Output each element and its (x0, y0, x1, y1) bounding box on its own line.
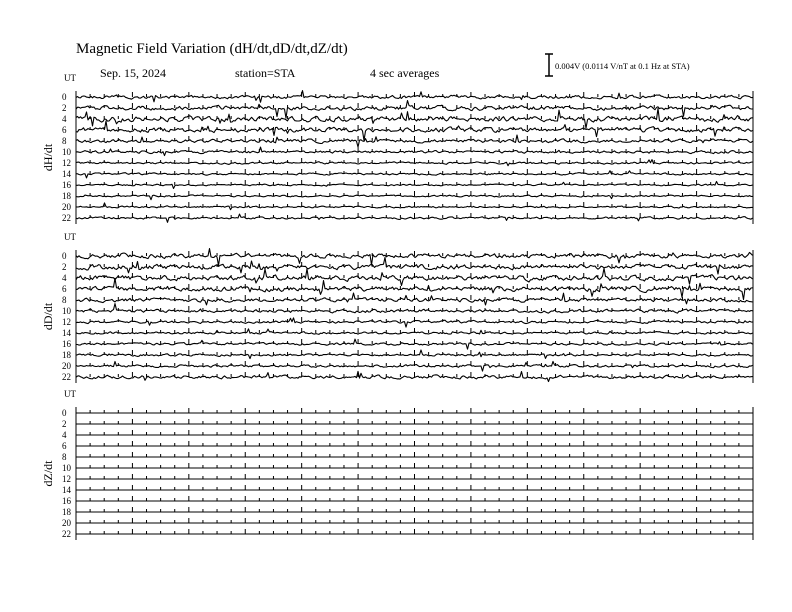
hour-tick-label: 4 (62, 114, 67, 124)
hour-tick-label: 12 (62, 474, 71, 484)
station-label: station=STA (235, 66, 296, 80)
ut-axis-label: UT (64, 389, 76, 399)
hour-tick-label: 22 (62, 213, 71, 223)
hour-tick-label: 22 (62, 372, 71, 382)
hour-tick-label: 22 (62, 529, 71, 539)
hour-tick-label: 10 (62, 463, 71, 473)
hour-tick-label: 8 (62, 295, 67, 305)
hour-tick-label: 18 (62, 507, 71, 517)
hour-tick-label: 16 (62, 496, 71, 506)
hour-tick-label: 12 (62, 317, 71, 327)
hour-tick-label: 0 (62, 251, 67, 261)
hour-tick-label: 14 (62, 169, 71, 179)
hour-tick-label: 10 (62, 306, 71, 316)
hour-tick-label: 2 (62, 419, 67, 429)
hour-tick-label: 8 (62, 452, 67, 462)
hour-tick-label: 2 (62, 262, 67, 272)
scale-bar-icon (545, 54, 553, 76)
averaging-label: 4 sec averages (370, 66, 440, 80)
hour-tick-label: 0 (62, 92, 67, 102)
scale-note: 0.004V (0.0114 V/nT at 0.1 Hz at STA) (555, 61, 690, 71)
hour-tick-label: 16 (62, 180, 71, 190)
panel-2 (41, 232, 753, 383)
hour-tick-label: 14 (62, 328, 71, 338)
hour-tick-label: 8 (62, 136, 67, 146)
date-label: Sep. 15, 2024 (100, 66, 166, 80)
chart-title: Magnetic Field Variation (dH/dt,dD/dt,dZ/dt) (76, 41, 348, 57)
hour-tick-label: 6 (62, 441, 67, 451)
panel-y-label: dZ/dt (41, 460, 55, 487)
ut-axis-label: UT (64, 73, 76, 83)
panel-3 (41, 389, 753, 540)
hour-tick-label: 4 (62, 430, 67, 440)
hour-tick-label: 14 (62, 485, 71, 495)
hour-tick-label: 20 (62, 361, 71, 371)
panel-y-label: dD/dt (41, 302, 55, 331)
chart-panels (41, 73, 753, 540)
hour-tick-label: 10 (62, 147, 71, 157)
panel-y-label: dH/dt (41, 143, 55, 172)
hour-tick-label: 18 (62, 350, 71, 360)
hour-tick-label: 0 (62, 408, 67, 418)
hour-tick-label: 18 (62, 191, 71, 201)
hour-tick-label: 2 (62, 103, 67, 113)
hour-tick-label: 20 (62, 202, 71, 212)
ut-axis-label: UT (64, 232, 76, 242)
hour-tick-label: 6 (62, 284, 67, 294)
hour-tick-label: 20 (62, 518, 71, 528)
panel-1 (41, 73, 753, 224)
hour-tick-label: 4 (62, 273, 67, 283)
hour-tick-label: 16 (62, 339, 71, 349)
hour-tick-label: 12 (62, 158, 71, 168)
hour-tick-label: 6 (62, 125, 67, 135)
